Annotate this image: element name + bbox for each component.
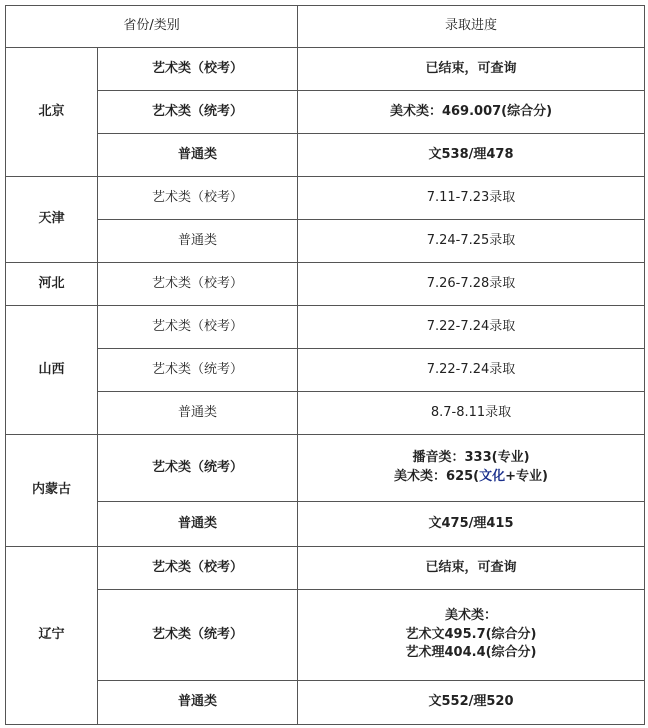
progress-cell: 文538/理478: [298, 134, 645, 177]
category-cell: 普通类: [98, 502, 298, 547]
progress-line: 美术类：: [445, 607, 498, 623]
table-row: [6, 590, 645, 681]
progress-cell: [298, 435, 645, 502]
province-tianjin: 天津: [6, 177, 98, 263]
category-cell: 普通类: [98, 681, 298, 725]
category-cell: 艺术类（校考）: [98, 306, 298, 349]
table-row: [6, 177, 645, 220]
highlight-text: 文化: [479, 469, 506, 484]
progress-line: 艺术理404.4(综合分): [405, 645, 537, 661]
progress-line: [298, 468, 644, 487]
province-beijing: 北京: [6, 48, 98, 177]
progress-cell: 7.26-7.28录取: [298, 263, 645, 306]
category-cell: 艺术类（校考）: [98, 547, 298, 590]
category-cell: 艺术类（校考）: [98, 48, 298, 91]
progress-cell: 7.22-7.24录取: [298, 349, 645, 392]
category-cell: 艺术类（校考）: [98, 263, 298, 306]
table-row: [6, 681, 645, 725]
progress-cell: 8.7-8.11录取: [298, 392, 645, 435]
table-row: [6, 392, 645, 435]
table-row: [6, 91, 645, 134]
progress-cell: 已结束，可查询: [298, 48, 645, 91]
province-inner-mongolia: 内蒙古: [6, 435, 98, 547]
progress-text: +专业): [505, 469, 548, 484]
table-row: [6, 263, 645, 306]
table-row: [6, 306, 645, 349]
category-cell: 普通类: [98, 392, 298, 435]
progress-line: 播音类：333(专业): [412, 450, 530, 466]
table-row: [6, 502, 645, 547]
progress-cell: 已结束，可查询: [298, 547, 645, 590]
table-header-row: [6, 6, 645, 48]
table-row: [6, 349, 645, 392]
province-shanxi: 山西: [6, 306, 98, 435]
progress-cell: 文475/理415: [298, 502, 645, 547]
province-liaoning: 辽宁: [6, 547, 98, 725]
province-hebei: 河北: [6, 263, 98, 306]
category-cell: 艺术类（统考）: [98, 590, 298, 681]
progress-cell: 7.11-7.23录取: [298, 177, 645, 220]
progress-cell: 7.22-7.24录取: [298, 306, 645, 349]
progress-line: 艺术文495.7(综合分): [405, 626, 537, 642]
category-cell: 艺术类（统考）: [98, 435, 298, 502]
table-row: [6, 547, 645, 590]
header-province-category: 省份/类别: [6, 6, 298, 48]
category-cell: 艺术类（统考）: [98, 349, 298, 392]
table-row: [6, 435, 645, 502]
table-row: [6, 220, 645, 263]
category-cell: 艺术类（校考）: [98, 177, 298, 220]
category-cell: 普通类: [98, 220, 298, 263]
progress-cell: 美术类：469.007(综合分): [298, 91, 645, 134]
progress-text: 美术类：625(: [394, 469, 480, 484]
progress-cell: 文552/理520: [298, 681, 645, 725]
table-row: [6, 134, 645, 177]
table-row: [6, 48, 645, 91]
progress-cell: [298, 590, 645, 681]
category-cell: 艺术类（统考）: [98, 91, 298, 134]
admission-progress-table: [5, 5, 645, 725]
category-cell: 普通类: [98, 134, 298, 177]
progress-cell: 7.24-7.25录取: [298, 220, 645, 263]
header-admission-progress: 录取进度: [298, 6, 645, 48]
